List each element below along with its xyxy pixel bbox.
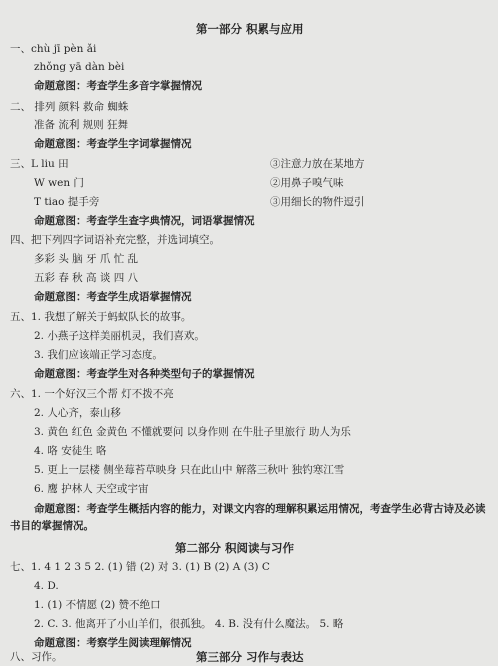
section5-line-a: 五、1. 我想了解关于蚂蚁队长的故事。 xyxy=(10,311,192,323)
section6-line-a: 六、1. 一个好汉三个帮 灯不拨不亮 xyxy=(10,388,174,400)
section6-line-f: 6. 鹰 护林人 天空或宇宙 xyxy=(34,483,149,495)
part2-title: 第二部分 积阅读与习作 xyxy=(175,541,295,555)
section8-line-a: 八、习作。 xyxy=(10,651,63,663)
section6-line-b: 2. 人心齐，泰山移 xyxy=(34,407,121,419)
section7-line-a: 七、1. 4 1 2 3 5 2. (1) 错 (2) 对 3. (1) B (2) A (3) C xyxy=(10,561,270,573)
section2-intent: 命题意图：考查学生字词掌握情况 xyxy=(34,138,192,150)
section7-line-d: 2. C. 3. 他离开了小山羊们，很孤独。 4. B. 没有什么魔法。 5. 略 xyxy=(34,618,344,630)
section6-intent: 命题意图：考查学生概括内容的能力，对课文内容的理解积累运用情况，考查学生必背古诗及必读书目的掌握情况。 xyxy=(10,503,486,532)
section3-intent: 命题意图：考查学生查字典情况，词语掌握情况 xyxy=(34,215,255,227)
section3-line-c: T tiao 提手旁 xyxy=(34,196,100,208)
section4-intent: 命题意图：考查学生成语掌握情况 xyxy=(34,291,192,303)
section7-line-b: 4. D. xyxy=(34,580,59,592)
section1-line-b: zhǒng yā dàn bèi xyxy=(34,61,125,73)
section1-intent: 命题意图：考查学生多音字掌握情况 xyxy=(34,80,202,92)
section3-line-a-meaning: ③注意力放在某地方 xyxy=(270,158,365,170)
section7-line-c: 1. (1) 不情愿 (2) 赞不绝口 xyxy=(34,599,161,611)
section6-line-e: 5. 更上一层楼 侧坐莓苔草映身 只在此山中 解落三秋叶 独钓寒江雪 xyxy=(34,464,345,476)
section6-line-d: 4. 咯 安徒生 咯 xyxy=(34,445,107,457)
section5-line-c: 3. 我们应该端正学习态度。 xyxy=(34,349,163,361)
section2-line-b: 准备 流利 规则 狂舞 xyxy=(34,119,129,131)
section7-intent: 命题意图：考察学生阅读理解情况 xyxy=(34,637,192,649)
section4-line-a: 四、把下列四字词语补充完整，并选词填空。 xyxy=(10,234,220,246)
section5-intent: 命题意图：考查学生对各种类型句子的掌握情况 xyxy=(34,368,255,380)
section5-line-b: 2. 小燕子这样美丽机灵，我们喜欢。 xyxy=(34,330,205,342)
section3-line-b: W wen 门 xyxy=(34,177,84,189)
section3-line-c-meaning: ③用细长的物件逗引 xyxy=(270,196,365,208)
section4-line-c: 五彩 春 秋 高 谈 四 八 xyxy=(34,272,139,284)
part1-title: 第一部分 积累与应用 xyxy=(196,22,304,36)
section2-line-a: 二、 排列 颜料 救命 蜘蛛 xyxy=(10,101,129,113)
section3-line-b-meaning: ②用鼻子嗅气味 xyxy=(270,177,344,189)
section6-line-c: 3. 黄色 红色 金黄色 不懂就要问 以身作则 在牛肚子里旅行 助人为乐 xyxy=(34,426,351,438)
section3-line-a: 三、L liu 田 xyxy=(10,158,69,170)
part3-title: 第三部分 习作与表达 xyxy=(196,650,304,664)
section1-line-a: 一、chù jī pèn ǎi xyxy=(10,43,97,55)
section4-line-b: 多彩 头 脑 牙 爪 忙 乱 xyxy=(34,253,139,265)
